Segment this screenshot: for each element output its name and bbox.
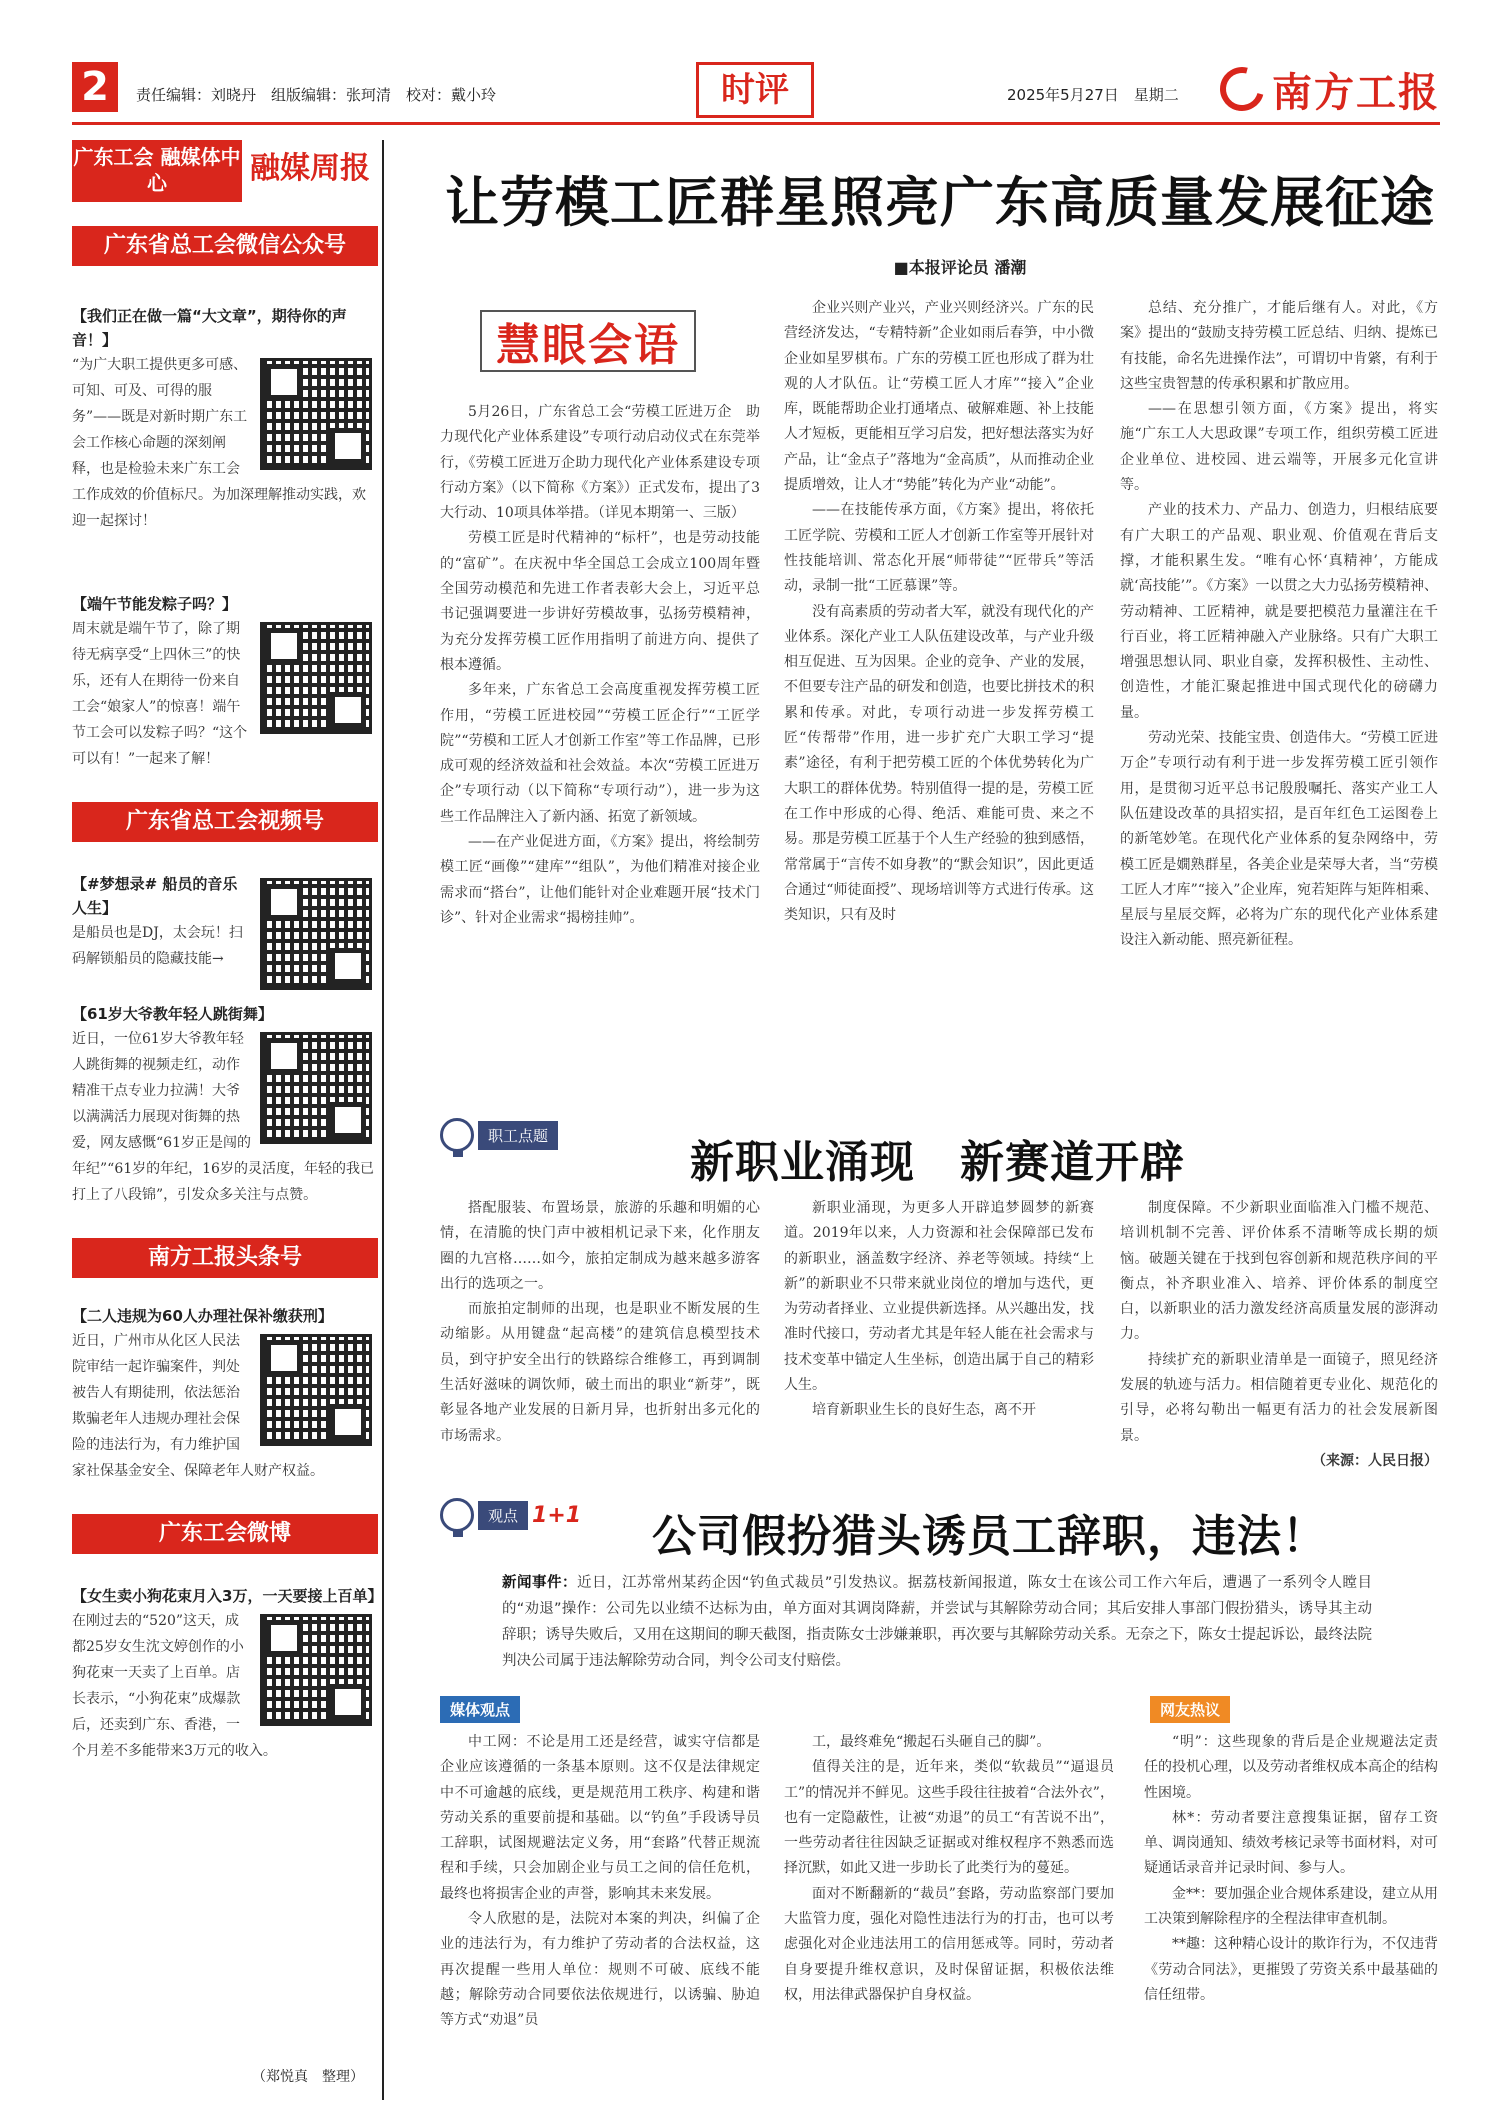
sidebar-item-title: 【我们正在做一篇“大文章”，期待你的声音！】 xyxy=(72,307,347,349)
publication-date: 2025年5月27日 星期二 xyxy=(1007,86,1179,104)
netizen-comment: “明”：这些现象的背后是企业规避法定责任的投机心理，以及劳动者维权成本高企的结构性困境。 xyxy=(1144,1734,1438,1801)
paragraph: 工，最终难免“搬起石头砸自己的脚”。 xyxy=(812,1734,1051,1750)
column-label-huiyan xyxy=(480,310,696,372)
media-view-label: 媒体观点 xyxy=(440,1696,520,1723)
paragraph: 面对不断翻新的“裁员”套路，劳动监察部门要加大监管力度，强化对隐性违法行为的打击，也可以考虑强化对企业违法用工的信用惩戒等。同时，劳动者自身要提升维权意识，及时保留证据，积极依法维权，用法律武器保护自身权益。 xyxy=(784,1885,1114,2003)
paragraph: 劳模工匠是时代精神的“标杆”，也是劳动技能的“富矿”。在庆祝中华全国总工会成立100周年暨全国劳动模范和先进工作者表彰大会上，习近平总书记强调要进一步讲好劳模故事，弘扬劳模精神，为充分发挥劳模工匠作用指明了前进方向、提供了根本遵循。 xyxy=(440,530,760,673)
paragraph: 搭配服装、布置场景，旅游的乐趣和明媚的心情，在清脆的快门声中被相机记录下来，化作朋友圈的九宫格……如今，旅拍定制成为越来越多游客出行的选项之一。 xyxy=(440,1200,760,1292)
source-text: （来源：人民日报） xyxy=(1312,1452,1438,1469)
netizen-view-label: 网友热议 xyxy=(1150,1696,1230,1723)
paragraph: 而旅拍定制师的出现，也是职业不断发展的生动缩影。从用键盘“起高楼”的建筑信息模型技术员，到守护安全出行的铁路综合维修工，再到调制生活好滋味的调饮师，破土而出的职业“新芽”，既彰显各地产业发展的日新月异，也折射出多元化的市场需求。 xyxy=(440,1301,760,1444)
tag-label: 观点 xyxy=(478,1501,528,1530)
article1-col3 xyxy=(1120,296,1438,954)
sidebar-item-body: 周末就是端午节了，除了期待无病享受“上四休三”的快乐，还有人在期待一份来自工会“娘家人”的惊喜！端午节工会可以发粽子吗？“这个可以有！”一起来了解！ xyxy=(72,621,248,767)
article-source xyxy=(1120,1449,1438,1474)
netizen-comment: 金**：要加强企业合规体系建设，建立从用工决策到解除程序的全程法律审查机制。 xyxy=(1144,1885,1438,1928)
sidebar-brand xyxy=(72,140,388,202)
paragraph: 劳动光荣、技能宝贵、创造伟大。“劳模工匠进万企”专项行动有利于进一步发挥劳模工匠引领作用，是贯彻习近平总书记殷殷嘱托、落实产业工人队伍建设改革的具招实招，是百年红色工运图卷上的新笔妙笔。在现代化产业体系的复杂网络中，劳模工匠是嫺熟群星，各美企业是荣辱大者，当“劳模工匠人才库”“接入”企业库，宛若矩阵与矩阵相乘、星辰与星辰交辉，必将为广东的现代化产业体系建设注入新动能、照亮新征程。 xyxy=(1120,730,1438,949)
logo-text: 南方工报 xyxy=(1272,68,1440,116)
lightbulb-icon xyxy=(440,1498,474,1532)
sidebar-item[interactable] xyxy=(72,592,382,772)
paragraph: 值得关注的是，近年来，类似“软裁员”“逼退员工”的情况并不鲜见。这些手段往往披着“合法外衣”，也有一定隐蔽性，让被“劝退”的员工“有苦说不出”，一些劳动者往往因缺乏证据或对维权程序不熟悉而选择沉默，如此又进一步助长了此类行为的蔓延。 xyxy=(784,1759,1114,1877)
tag-label: 职工点题 xyxy=(478,1121,558,1150)
editor-credits: 责任编辑：刘晓丹 组版编辑：张珂清 校对：戴小玲 xyxy=(136,86,497,104)
qr-code-icon[interactable] xyxy=(260,358,372,470)
paragraph: 制度保障。不少新职业面临准入门槛不规范、培训机制不完善、评价体系不清晰等成长期的烦恼。破题关键在于找到包容创新和规范秩序间的平衡点，补齐职业准入、培养、评价体系的制度空白，以新职业的活力激发经济高质量发展的澎湃动力。 xyxy=(1120,1200,1438,1343)
paragraph: 新职业涌现，为更多人开辟追梦圆梦的新赛道。2019年以来，人力资源和社会保障部已发布的新职业，涵盖数字经济、养老等领域。持续“上新”的新职业不只带来就业岗位的增加与迭代，更为劳动者择业、立业提供新选择。从兴趣出发，找准时代接口，劳动者尤其是年轻人能在社会需求与技术变革中锚定人生坐标，创造出属于自己的精彩人生。 xyxy=(784,1200,1094,1394)
news-event xyxy=(502,1570,1372,1674)
sidebar-item-title: 【61岁大爷教年轻人跳街舞】 xyxy=(72,1005,273,1023)
tag-accent: 1+1 xyxy=(532,1502,582,1528)
page-number: 2 xyxy=(72,62,118,112)
section-title: 时评 xyxy=(696,62,814,118)
main-content xyxy=(400,140,1440,278)
article-headline: 新职业涌现 新赛道开辟 xyxy=(690,1137,1185,1188)
paragraph: ——在技能传承方面，《方案》提出，将依托工匠学院、劳模和工匠人才创新工作室等开展针对性技能培训、常态化开展“师带徒”“匠带兵”等活动，录制一批“工匠慕课”等。 xyxy=(784,502,1094,595)
qr-code-icon[interactable] xyxy=(260,622,372,734)
paragraph: 多年来，广东省总工会高度重视发挥劳模工匠作用，“劳模工匠进校园”“劳模工匠企行”“工匠学院”“劳模和工匠人才创新工作室”等工作品牌，已形成可观的经济效益和社会效益。本次“劳模工匠进万企”专项行动（以下简称“专项行动”），进一步为这些工作品牌注入了新内涵、拓宽了新领域。 xyxy=(440,682,760,825)
article3-col2 xyxy=(784,1730,1114,2008)
sidebar-item[interactable] xyxy=(72,1584,382,1764)
article-headline: 公司假扮猎头诱员工辞职，违法！ xyxy=(652,1511,1327,1562)
netizen-comment: **趣：这种精心设计的欺诈行为，不仅违背《劳动合同法》，更摧毁了劳资关系中最基础的信任纽带。 xyxy=(1144,1936,1438,2003)
paragraph: 中工网：不论是用工还是经营，诚实守信都是企业应该遵循的一条基本原则。这不仅是法律规定中不可逾越的底线，更是规范用工秩序、构建和谐劳动关系的重要前提和基础。以“钓鱼”手段诱导员工辞职，试图规避法定义务，用“套路”代替正规流程和手续，只会加剧企业与员工之间的信任危机，最终也将损害企业的声誉，影响其未来发展。 xyxy=(440,1734,760,1902)
page-header xyxy=(72,62,1440,120)
column-label-text: 慧眼会语 xyxy=(496,320,680,371)
paragraph: 持续扩充的新职业清单是一面镜子，照见经济发展的轨迹与活力。相信随着更专业化、规范化的引导，必将勾勒出一幅更有活力的社会发展新图景。 xyxy=(1120,1351,1438,1444)
article1-col1 xyxy=(440,400,760,931)
pen-icon xyxy=(440,1118,474,1152)
article2-col3 xyxy=(1120,1196,1438,1474)
sidebar-credit: （郑悦真 整理） xyxy=(252,2069,364,2085)
article-byline: ■本报评论员 潘潮 xyxy=(893,258,1027,277)
paragraph: 培育新职业生长的良好生态，离不开 xyxy=(812,1402,1036,1419)
qr-code-icon[interactable] xyxy=(260,1032,372,1144)
news-event-text: 近日，江苏常州某药企因“钓鱼式裁员”引发热议。据荔枝新闻报道，陈女士在该公司工作六年后，遭遇了一系列令人瞠目的“劝退”操作：公司先以业绩不达标为由，单方面对其调岗降薪，并尝试与其解除劳动合同；其后安排人事部门假扮猎头，诱导其主动辞职；诱导失败后，又用在这期间的聊天截图，指责陈女士涉嫌兼职，再次要与其解除劳动关系。无奈之下，陈女士提起诉讼，最终法院判决公司属于违法解除劳动合同，判令公司支付赔偿。 xyxy=(502,1575,1373,1669)
paragraph: 总结、充分推广，才能后继有人。对此，《方案》提出的“鼓励支持劳模工匠总结、归纳、提炼已有技能，命名先进操作法”，可谓切中肯綮，有利于这些宝贵智慧的传承积累和扩散应用。 xyxy=(1120,300,1438,392)
article3-col3 xyxy=(1144,1730,1438,2008)
logo-icon xyxy=(1212,59,1272,119)
sidebar-item-body: 是船员也是DJ，太会玩！扫码解锁船员的隐藏技能→ xyxy=(72,925,243,967)
brand-center-name: 广东工会 融媒体中心 xyxy=(72,140,242,202)
paragraph: 企业兴则产业兴，产业兴则经济兴。广东的民营经济发达，“专精特新”企业如雨后春笋，中小微企业如星罗棋布。广东的劳模工匠也形成了群为壮观的人才队伍。让“劳模工匠人才库”“接入”企业库，既能帮助企业打通堵点、破解难题、补上技能人才短板，更能相互学习启发，把好想法落实为好产品，让“金点子”落地为“金高质”，从而推动企业提质增效，让人才“势能”转化为产业“动能”。 xyxy=(784,300,1094,494)
paragraph: 5月26日，广东省总工会“劳模工匠进万企 助力现代化产业体系建设”专项行动启动仪式在东莞举行，《劳模工匠进万企助力现代化产业体系建设专项行动方案》（以下简称《方案》）正式发布，提出了3大行动、10项具体举措。（详见本期第一、三版） xyxy=(440,404,760,522)
sidebar-item-title: 【二人违规为60人办理社保补缴获刑】 xyxy=(72,1307,333,1325)
article2-col1 xyxy=(440,1196,760,1449)
paragraph: 令人欣慰的是，法院对本案的判决，纠偏了企业的违法行为，有力维护了劳动者的合法权益，这再次提醒一些用人单位：规则不可破、底线不能越；解除劳动合同要依法依规进行，以诱骗、胁迫等方式“劝退”员 xyxy=(440,1911,760,2029)
news-event-label: 新闻事件： xyxy=(502,1575,577,1591)
media-weekly-sidebar xyxy=(72,140,384,2100)
article-headline: 让劳模工匠群星照亮广东高质量发展征途 xyxy=(445,170,1435,234)
sidebar-item-title: 【#梦想录# 船员的音乐人生】 xyxy=(72,875,238,917)
section-band-weibo: 广东工会微博 xyxy=(72,1514,378,1554)
sidebar-item[interactable] xyxy=(72,304,382,534)
sidebar-item[interactable] xyxy=(72,1002,382,1208)
paragraph: ——在产业促进方面，《方案》提出，将绘制劳模工匠“画像”“建库”“组队”，为他们精准对接企业需求而“搭台”，让他们能针对企业难题开展“技术门诊”、针对企业需求“揭榜挂帅”。 xyxy=(440,834,760,926)
paragraph: ——在思想引领方面，《方案》提出，将实施“广东工人大思政课”专项工作，组织劳模工匠进企业单位、进校园、进云端等，开展多元化宣讲等。 xyxy=(1120,401,1438,494)
sidebar-item-title: 【端午节能发粽子吗？】 xyxy=(72,595,238,613)
qr-code-icon[interactable] xyxy=(260,878,372,990)
article2-col2 xyxy=(784,1196,1094,1424)
sidebar-item[interactable] xyxy=(72,872,382,972)
section-band-video: 广东省总工会视频号 xyxy=(72,802,378,842)
sidebar-item-body: 在刚过去的“520”这天，成都25岁女生沈文婷创作的小狗花束一天卖了上百单。店长表示，“小狗花束”成爆款后，还卖到广东、香港，一个月差不多能带来3万元的收入。 xyxy=(72,1613,277,1759)
newspaper-logo xyxy=(1220,62,1440,116)
article1-col2 xyxy=(784,296,1094,928)
section-band-wechat: 广东省总工会微信公众号 xyxy=(72,226,378,266)
header-divider xyxy=(72,122,1440,125)
sidebar-item-title: 【女生卖小狗花束月入3万，一天要接上百单】 xyxy=(72,1587,383,1605)
qr-code-icon[interactable] xyxy=(260,1614,372,1726)
paragraph: 没有高素质的劳动者大军，就没有现代化的产业体系。深化产业工人队伍建设改革，与产业升级相互促进、互为因果。企业的竞争、产业的发展，不但要专注产品的研发和创造，也要比拼技术的积累和传承。对此，专项行动进一步发挥劳模工匠“传帮带”作用，进一步扩充广大职工学习“提素”途径，有利于把劳模工匠的个体优势转化为广大职工的群体优势。特别值得一提的是，劳模工匠在工作中形成的心得、绝活、难能可贵、来之不易。那是劳模工匠基于个人生产经验的独到感悟，常常属于“言传不如身教”的“默会知识”，因此更适合通过“师徒面授”、现场培训等方式进行传承。这类知识，只有及时 xyxy=(784,603,1094,924)
qr-code-icon[interactable] xyxy=(260,1334,372,1446)
paragraph: 产业的技术力、产品力、创造力，归根结底要有广大职工的产品观、职业观、价值观在背后支撑，才能积累生发。“唯有心怀‘真精神’，方能成就‘高技能’”。《方案》一以贯之大力弘扬劳模精神、劳动精神、工匠精神，就是要把模范力量灌注在千行百业，将工匠精神融入产业脉络。只有广大职工增强思想认同、职业自豪，发挥积极性、主动性、创造性，才能汇聚起推进中国式现代化的磅礴力量。 xyxy=(1120,502,1438,721)
column-tag-guandian xyxy=(440,1498,581,1532)
column-tag-zhigong xyxy=(440,1118,558,1152)
sidebar-item-body: 近日，广州市从化区人民法院审结一起诈骗案件，判处被告人有期徒刑，依法惩治欺骗老年人违规办理社会保险的违法行为，有力维护国家社保基金安全、保障老年人财产权益。 xyxy=(72,1333,324,1479)
article3-col1 xyxy=(440,1730,760,2034)
sidebar-item-body: 近日，一位61岁大爷教年轻人跳街舞的视频走红，动作精准干点专业力拉满！大爷以满满活力展现对街舞的热爱，网友感慨“61岁正是闯的年纪”“61岁的年纪，16岁的灵活度，年轻的我已打上了八段锦”，引发众多关注与点赞。 xyxy=(72,1031,374,1203)
netizen-comment: 林*：劳动者要注意搜集证据，留存工资单、调岗通知、绩效考核记录等书面材料，对可疑通话录音并记录时间、参与人。 xyxy=(1144,1809,1438,1877)
sidebar-item[interactable] xyxy=(72,1304,382,1484)
sidebar-item-body: “为广大职工提供更多可感、可知、可及、可得的服务”——既是对新时期广东工会工作核心命题的深刻阐释，也是检验未来广东工会工作成效的价值标尺。为加深理解推动实践，欢迎一起探讨！ xyxy=(72,357,366,529)
section-band-toutiao: 南方工报头条号 xyxy=(72,1238,378,1278)
brand-weekly-name: 融媒周报 xyxy=(250,151,370,186)
